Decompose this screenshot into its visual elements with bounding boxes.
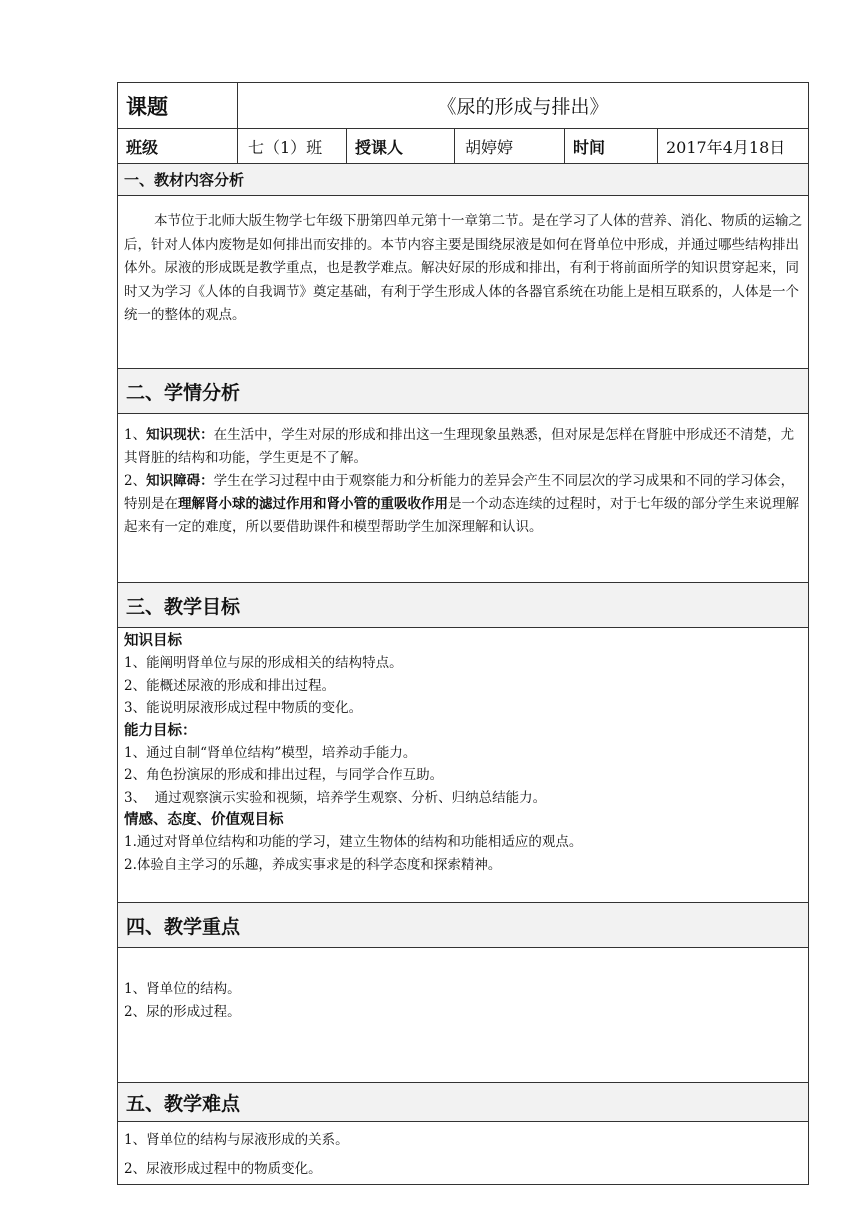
course-title: 《尿的形成与排出》 bbox=[238, 83, 809, 129]
knowledge-goals-title: 知识目标 bbox=[124, 633, 182, 649]
section-4-title: 四、教学重点 bbox=[118, 903, 809, 948]
lesson-plan bbox=[117, 82, 808, 1185]
ability-goal-3: 3、 通过观察演示实验和视频，培养学生观察、分析、归纳总结能力。 bbox=[124, 789, 547, 806]
class-label: 班级 bbox=[118, 129, 238, 164]
section-1-paragraph: 本节位于北师大版生物学七年级下册第四单元第十一章第二节。是在学习了人体的营养、消化、物质的运输之后，针对人体内废物是如何排出而安排的。本节内容主要是围绕尿液是如何在肾单位中形成，并通过哪些结构排出体外。尿液的形成既是教学重点，也是教学难点。解决好尿的形成和排出，有利于将前面所学的知识贯穿起来，同时又为学习《人体的自我调节》奠定基础，有利于学生形成人体的各器官系统在功能上是相互联系的，人体是一个统一的整体的观点。 bbox=[124, 213, 802, 323]
section-4-body bbox=[118, 948, 809, 1083]
lesson-plan-table bbox=[117, 82, 809, 1185]
difficulty-2: 2、尿液形成过程中的物质变化。 bbox=[124, 1161, 322, 1177]
time-label: 时间 bbox=[565, 129, 658, 164]
teacher-label: 授课人 bbox=[347, 129, 455, 164]
section-1-body bbox=[118, 196, 809, 369]
item-label: 知识障碍： bbox=[146, 473, 214, 489]
item-emphasis: 理解肾小球的滤过作用和肾小管的重吸收作用 bbox=[178, 496, 448, 512]
teacher-value: 胡婷婷 bbox=[455, 129, 565, 164]
ability-goal-2: 2、角色扮演尿的形成和排出过程，与同学合作互助。 bbox=[124, 767, 444, 783]
emotion-goal-2: 2.体验自主学习的乐趣，养成实事求是的科学态度和探索精神。 bbox=[124, 856, 502, 873]
section-2-item-2 bbox=[124, 470, 802, 539]
key-point-1: 1、肾单位的结构。 bbox=[124, 981, 241, 997]
ability-goal-1: 1、通过自制“肾单位结构”模型，培养动手能力。 bbox=[124, 744, 417, 761]
ability-goals-title: 能力目标： bbox=[124, 722, 197, 739]
item-prefix: 2、 bbox=[124, 473, 147, 489]
course-label: 课题 bbox=[118, 83, 238, 129]
section-1-title: 一、教材内容分析 bbox=[118, 164, 809, 196]
class-value: 七（1）班 bbox=[238, 129, 347, 164]
section-3-body bbox=[118, 628, 809, 903]
item-label: 知识现状： bbox=[146, 427, 214, 443]
section-5-title: 五、教学难点 bbox=[118, 1083, 809, 1122]
section-3-title: 三、教学目标 bbox=[118, 583, 809, 628]
emotion-goals-title: 情感、态度、价值观目标 bbox=[124, 812, 284, 828]
knowledge-goal-1: 1、能阐明肾单位与尿的形成相关的结构特点。 bbox=[124, 655, 403, 671]
knowledge-goal-3: 3、能说明尿液形成过程中物质的变化。 bbox=[124, 700, 363, 716]
section-2-item-1 bbox=[124, 424, 802, 470]
item-text: 是一个动态连续的过程时，对于七年级的部分学生来说理解起来有一定的难度，所以要借助课件和模型帮助学生加深理解和认识。 bbox=[124, 496, 799, 535]
section-2-title: 二、学情分析 bbox=[118, 369, 809, 414]
item-prefix: 1、 bbox=[124, 427, 147, 443]
time-value: 2017年4月18日 bbox=[658, 129, 809, 164]
key-point-2: 2、尿的形成过程。 bbox=[124, 1003, 241, 1020]
section-2-body bbox=[118, 414, 809, 583]
item-text: 在生活中，学生对尿的形成和排出这一生理现象虽熟悉，但对尿是怎样在肾脏中形成还不清楚，尤其肾脏的结构和功能，学生更是不了解。 bbox=[124, 427, 795, 466]
section-5-body bbox=[118, 1122, 809, 1185]
difficulty-1: 1、肾单位的结构与尿液形成的关系。 bbox=[124, 1132, 349, 1148]
item-text: 学生在学习过程中由于观察能力和分析能力的差异会产生不同层次的学习成果和不同的学习体会，特别是在 bbox=[124, 473, 795, 512]
knowledge-goal-2: 2、能概述尿液的形成和排出过程。 bbox=[124, 677, 336, 694]
emotion-goal-1: 1.通过对肾单位结构和功能的学习，建立生物体的结构和功能相适应的观点。 bbox=[124, 834, 583, 850]
